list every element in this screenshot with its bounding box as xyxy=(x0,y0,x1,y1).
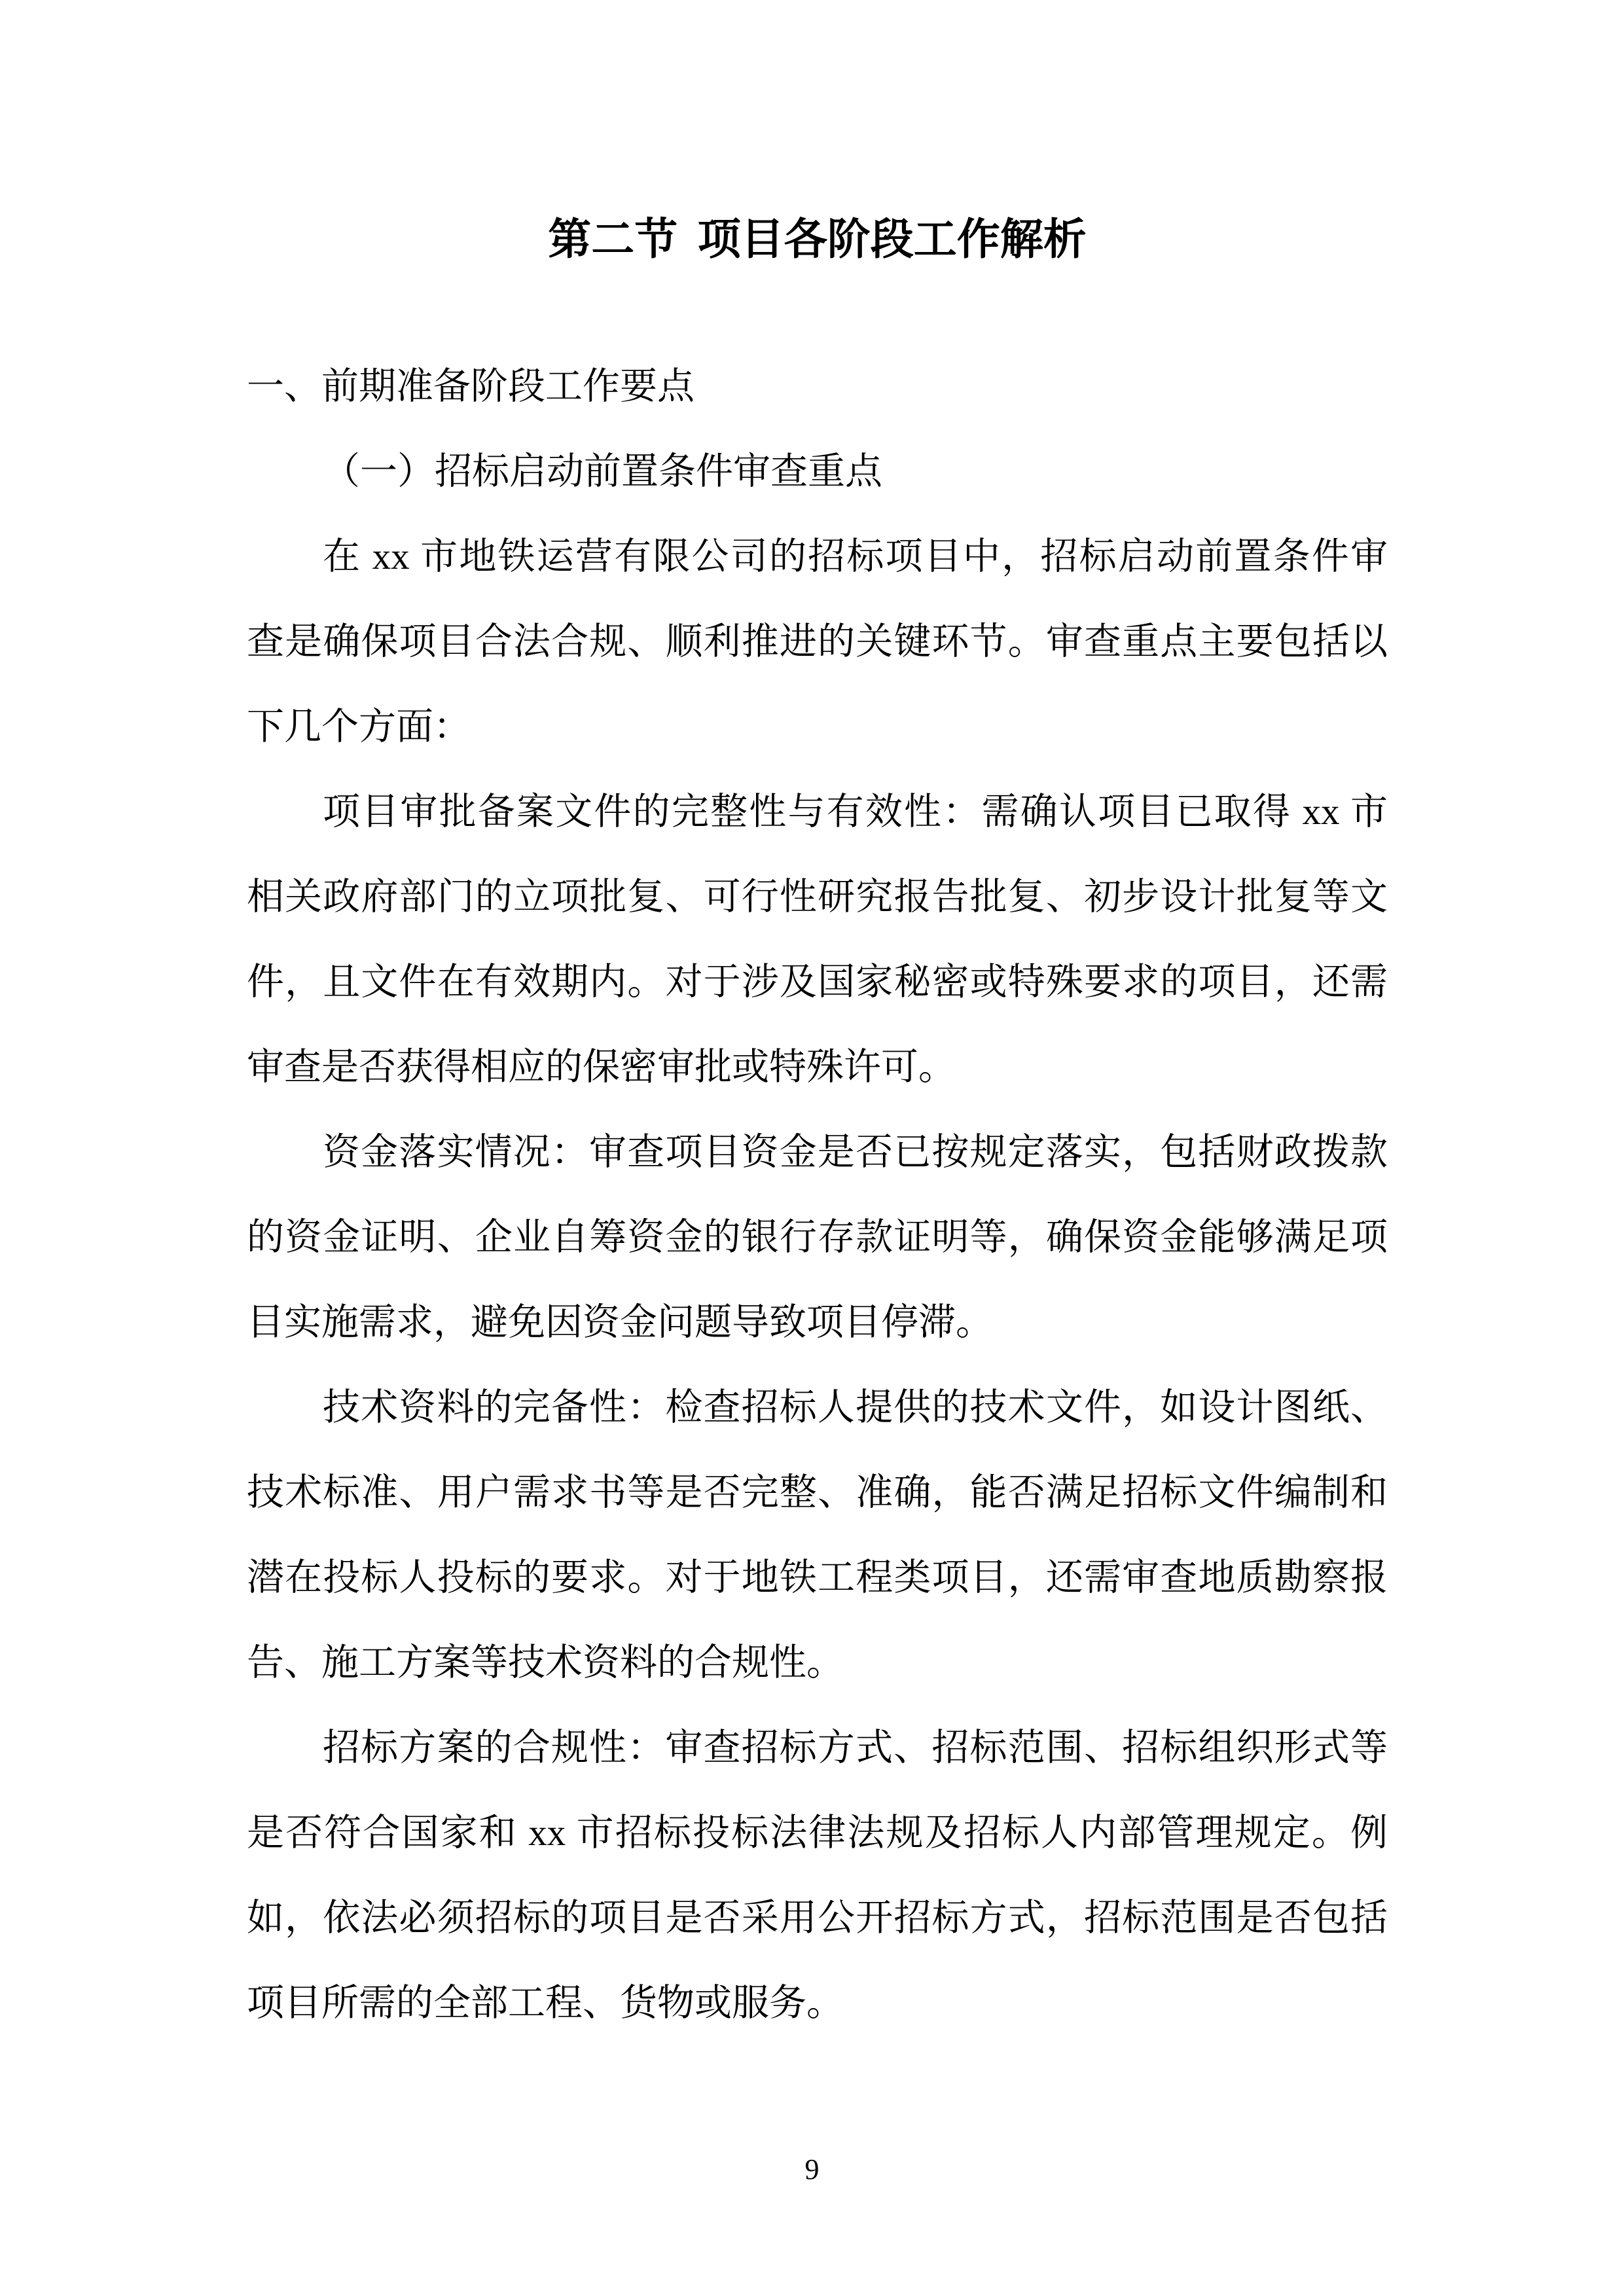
heading-level-2: （一）招标启动前置条件审查重点 xyxy=(323,451,882,492)
section-title: 第二节 项目各阶段工作解析 xyxy=(548,216,1087,264)
body-line: 下几个方面： xyxy=(247,706,471,747)
body-line: 如，依法必须招标的项目是否采用公开招标方式，招标范围是否包括 xyxy=(247,1897,1388,1939)
body-line: 在 xx 市地铁运营有限公司的招标项目中，招标启动前置条件审 xyxy=(323,536,1388,577)
body-line: 招标方案的合规性：审查招标方式、招标范围、招标组织形式等 xyxy=(323,1727,1388,1768)
body-line: 技术资料的完备性：检查招标人提供的技术文件，如设计图纸、 xyxy=(323,1387,1388,1428)
body-line: 技术标准、用户需求书等是否完整、准确，能否满足招标文件编制和 xyxy=(247,1472,1388,1513)
heading-level-1: 一、前期准备阶段工作要点 xyxy=(247,366,695,407)
body-line: 查是确保项目合法合规、顺利推进的关键环节。审查重点主要包括以 xyxy=(247,621,1388,662)
body-line: 审查是否获得相应的保密审批或特殊许可。 xyxy=(247,1047,956,1088)
body-line: 件，且文件在有效期内。对于涉及国家秘密或特殊要求的项目，还需 xyxy=(247,961,1388,1003)
body-line: 项目所需的全部工程、货物或服务。 xyxy=(247,1982,844,2024)
body-line: 目实施需求，避免因资金问题导致项目停滞。 xyxy=(247,1302,993,1343)
body-line: 的资金证明、企业自筹资金的银行存款证明等，确保资金能够满足项 xyxy=(247,1217,1388,1258)
text-column xyxy=(247,0,1388,2046)
body-line: 潜在投标人投标的要求。对于地铁工程类项目，还需审查地质勘察报 xyxy=(247,1557,1388,1598)
body-line: 相关政府部门的立项批复、可行性研究报告批复、初步设计批复等文 xyxy=(247,876,1388,918)
body-line: 是否符合国家和 xx 市招标投标法律法规及招标人内部管理规定。例 xyxy=(247,1812,1388,1854)
body-line: 告、施工方案等技术资料的合规性。 xyxy=(247,1642,844,1683)
body-line: 资金落实情况：审查项目资金是否已按规定落实，包括财政拨款 xyxy=(323,1132,1388,1173)
body-line: 项目审批备案文件的完整性与有效性：需确认项目已取得 xx 市 xyxy=(323,791,1388,833)
page-number: 9 xyxy=(804,2153,820,2185)
